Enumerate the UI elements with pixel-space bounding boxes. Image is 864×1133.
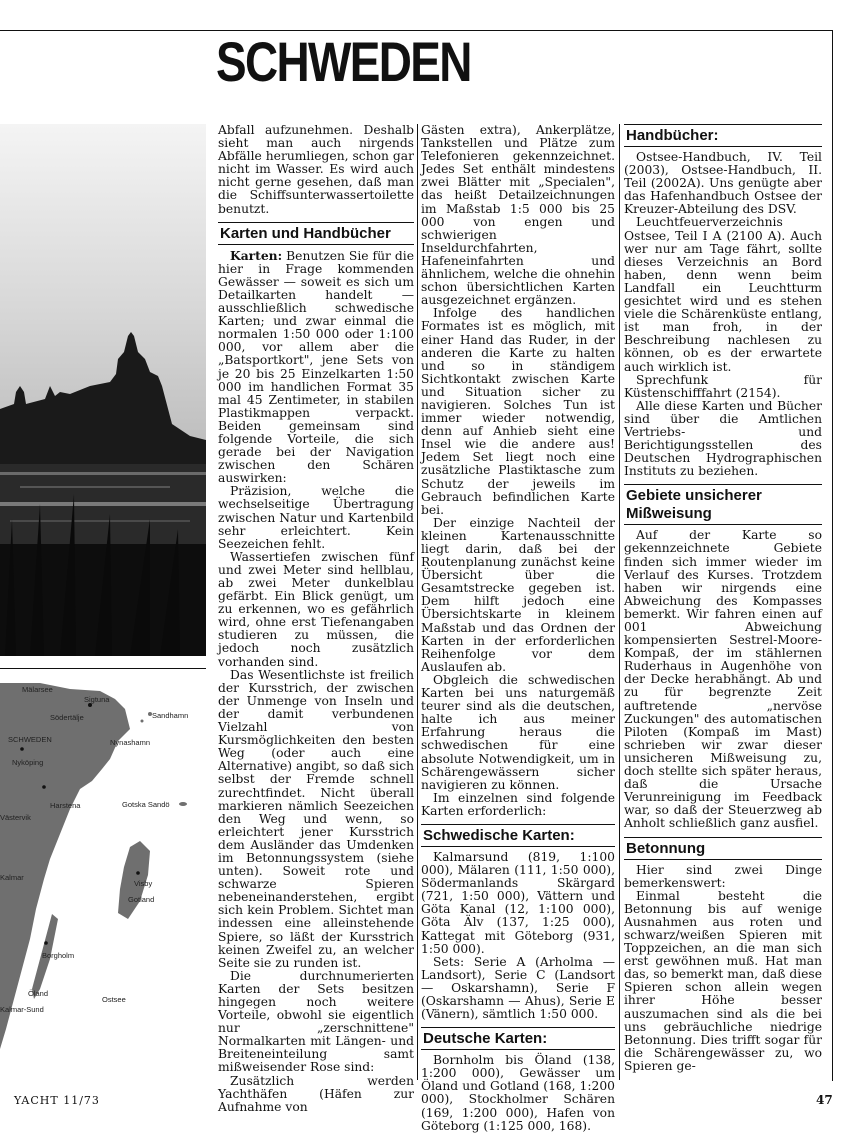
paragraph: Kalmarsund (819, 1:100 000), Mälaren (111, 1:50 000), Södermanlands Skärgard (721, 1:50 000), Vättern und Göta Kanal (12, 1:100 000), Göta Älv (137, 1:25 000), Kattegat mit Göteborg (931, 1:50 000). [421, 849, 615, 956]
paragraph: Obgleich die schwedischen Karten bei uns naturgemäß teurer sind als die deutschen, halte ich aus meiner Erfahrung heraus die schwedischen für eine absolute Notwendigkeit, um in Schärengewässern sicher navigieren zu können. [421, 672, 615, 792]
paragraph: Infolge des handlichen Formates ist es möglich, mit einer Hand das Ruder, in der anderen die Karte zu halten und so in ständigem Sichtkontakt zwischen Karte und Situation sicher zu navigieren. Solches Tun ist immer wieder notwendig, denn auf Anhieb sieht eine Insel wie die andere aus! Jedem Set liegt noch eine zusätzliche Plastiktasche zum Schutz der jeweils im Gebrauch befindlichen Karte bei. [421, 306, 615, 517]
map-label-sigtuna: Sigtuna [84, 695, 110, 704]
map-label-vaestervik: Västervik [0, 813, 31, 822]
map-label-nynashamn: Nynashamn [110, 738, 151, 747]
paragraph: Zusätzlich werden Yachthäfen (Häfen zur Aufnahme von [218, 1073, 414, 1114]
map-label-gotland: Gotland [128, 895, 155, 904]
column-rule [619, 124, 620, 1080]
paragraph: Alle diese Karten und Bücher sind über die Amtlichen Vertriebs- und Berichtigungsstellen des Deutschen Hydrographischen Instituts zu beziehen. [624, 398, 822, 479]
section-heading: Schwedische Karten: [421, 824, 615, 847]
magazine-issue: YACHT 11/73 [14, 1094, 100, 1107]
paragraph [218, 249, 414, 486]
section-heading: Betonnung [624, 837, 822, 860]
map-label-maelarsee: Mälarsee [22, 685, 53, 694]
map-label-ostsee: Ostsee [102, 995, 126, 1004]
paragraph: Bornholm bis Öland (138, 1:200 000), Gewässer um Öland und Gotland (168, 1:200 000), Stockholmer Schären (169, 1:200 000), Hafen von Göteborg (1:125 000, 168). [421, 1053, 615, 1133]
article-column-2 [421, 124, 615, 1133]
sweden-coast-map [0, 668, 206, 1081]
section-heading: Karten und Handbücher [218, 222, 414, 245]
paragraph: Die durchnumerierten Karten der Sets besitzen hingegen noch weitere Vorteile, obwohl sie eigentlich nur „zerschnittene" Normalkarten mit Längen- und Breiteneinteilung samt mißweisender Rose sind: [218, 968, 414, 1075]
paragraph: Hier sind zwei Dinge bemerkenswert: [624, 862, 822, 890]
paragraph: Der einzige Nachteil der kleinen Kartenausschnitte liegt darin, daß bei der Routenplanung zunächst keine Übersicht über die Gesamtstrecke gegeben ist. Dem hilft jedoch eine Übersichtskarte in kleinem Maßstab und das Ordnen der Karten in der erforderlichen Reihenfolge vor dem Auslaufen ab. [421, 515, 615, 674]
page-title: SCHWEDEN [216, 30, 471, 93]
paragraph: Das Wesentlichste ist freilich der Kursstrich, der zwischen der Unmenge von Inseln und der damit verbundenen Vielzahl von Kursmöglichkeiten den besten Weg (oder auch eine Alternative) angibt, so daß sich selbst der Fremde schnell zurechtfindet. Nicht überall markieren nämlich Seezeichen den Weg und wenn, so erleichtert jener Kursstrich dem Ausländer das Umdenken im Betonnungssystem (siehe unten). Soweit rote und schwarze Spieren nebeneinanderstehen, ergibt sich kein Problem. Sichtet man indessen eine alleinstehende Spiere, so läßt der Kursstrich keinen Zweifel zu, an welcher Seite sie zu runden ist. [218, 667, 414, 970]
section-heading: Deutsche Karten: [421, 1027, 615, 1050]
map-label-nykoeping: Nyköping [12, 758, 44, 767]
map-label-visby: Visby [134, 879, 153, 888]
map-label-kalmar-sund: Kalmar-Sund [0, 1005, 44, 1014]
map-label-kalmar: Kalmar [0, 873, 24, 882]
paragraph-text: Benutzen Sie für die hier in Frage kommenden Gewässer — soweit es sich um Detailkarten handelt — ausschließlich schwedische Karten; und zwar einmal die normalen 1:50 000 oder 1:100 000, vor allem aber die „Batsportkort", jene Sets von je 20 bis 25 Einzelkarten 1:50 000 im handlichen Format 35 mal 45 Zentimeter, in stabilen Plastikmappen verpackt. Beiden gemeinsam sind folgende Vorteile, die sich gerade bei der Navigation zwischen den Schären auswirken: [218, 248, 414, 486]
article-column-1 [218, 124, 414, 1114]
page-number: 47 [816, 1093, 833, 1107]
castle-photo [0, 124, 206, 656]
section-heading: Gebiete unsicherer Mißweisung [624, 484, 822, 525]
map-label-borgholm: Borgholm [42, 951, 75, 960]
map-label-sandhamn: Sandhamn [152, 711, 189, 720]
map-label-soedertaelje: Södertälje [50, 713, 84, 722]
article-column-3 [624, 124, 822, 1073]
paragraph: Wassertiefen zwischen fünf und zwei Meter sind hellblau, ab zwei Meter dunkelblau gefärbt. Ein Blick genügt, um zu erkennen, wo es gefährlich wird, ohne erst Tiefenangaben studieren zu müssen, die jedoch noch zusätzlich vorhanden sind. [218, 549, 414, 669]
paragraph: Einmal besteht die Betonnung bis auf wenige Ausnahmen aus roten und schwarz/weißen Spieren mit Toppzeichen, an die man sich erst gewöhnen muß. Hat man das, so bemerkt man, daß diese Spieren schon allein wegen ihrer Höhe besser auszumachen sind als die bei uns gebräuchliche niedrige Betonnung. Dies trifft sogar für die Schärengewässer zu, wo Spieren ge- [624, 888, 822, 1073]
paragraph: Im einzelnen sind folgende Karten erforderlich: [421, 790, 615, 818]
paragraph: Auf der Karte so gekennzeichnete Gebiete finden sich immer wieder im Verlauf des Kurses. Trotzdem haben wir nirgends eine Abweichung des Kompasses bemerkt. Wir fahren einen auf 001 Abweichung kompensierten Sestrel-Moore-Kompaß, der im stählernen Ruderhaus in Augenhöhe von der Decke herabhängt. Ab und zu für begrenzte Zeit auftretende „nervöse Zuckungen" des automatischen Piloten (Kompaß im Mast) schrieben wir zwar dieser unsicheren Mißweisung zu, doch stellte sich später heraus, daß die Ursache Verunreinigung im Feedback war, so daß der Steuerzweg ab Anholt schließlich ganz ausfiel. [624, 528, 822, 831]
column-rule [417, 124, 418, 1080]
paragraph: Sets: Serie A (Arholma — Landsort), Serie C (Landsort — Oskarshamn), Serie F (Oskarshamn — Ahus), Serie E (Vänern), sämtlich 1:50 000. [421, 954, 615, 1022]
section-heading: Handbücher: [624, 124, 822, 147]
paragraph: Leuchtfeuerverzeichnis Ostsee, Teil I A (2100 A). Auch wer nur am Tage fährt, sollte dieses Verzeichnis an Bord haben, denn wenn beim Landfall ein Leuchtturm gesichtet wird und es stehen viele die Schärenküste entlang, ist man froh, in der Beschreibung nachlesen zu können, ob es der erwartete auch wirklich ist. [624, 215, 822, 374]
map-label-oeland: Öland [28, 989, 49, 998]
paragraph: Präzision, welche die wechselseitige Übertragung zwischen Natur und Kartenbild sehr erleichtert. Kein Seezeichen fehlt. [218, 484, 414, 551]
paragraph: Sprechfunk für Küstenschifffahrt (2154). [624, 372, 822, 400]
map-label-schweden: SCHWEDEN [8, 735, 52, 744]
paragraph: Ostsee-Handbuch, IV. Teil (2003), Ostsee-Handbuch, II. Teil (2002A). Uns genügte aber das Hafenhandbuch Ostsee der Kreuzer-Abteilung des DSV. [624, 150, 822, 217]
map-label-harstena: Harstena [50, 801, 81, 810]
lead-in: Karten: [230, 247, 283, 263]
paragraph: Gästen extra), Ankerplätze, Tankstellen und Plätze zum Telefonieren gekennzeichnet. Jedes Set enthält mindestens zwei Blätter mit „Specialen", das heißt Detailzeichnungen im Maßstab 1:5 000 bis 25 000 von engen und schwierigen Inseldurchfahrten, Hafeneinfahrten und ähnlichem, welche die ohnehin schon übersichtlichen Karten ausgezeichnet ergänzen. [421, 123, 615, 308]
map-label-gotska-sandoe: Gotska Sandö [122, 800, 170, 809]
paragraph: Abfall aufzunehmen. Deshalb sieht man auch nirgends Abfälle herumliegen, schon gar nicht im Wasser. Es wird auch nicht gerne gesehen, daß man die Schiffsunterwassertoilette benutzt. [218, 123, 414, 216]
